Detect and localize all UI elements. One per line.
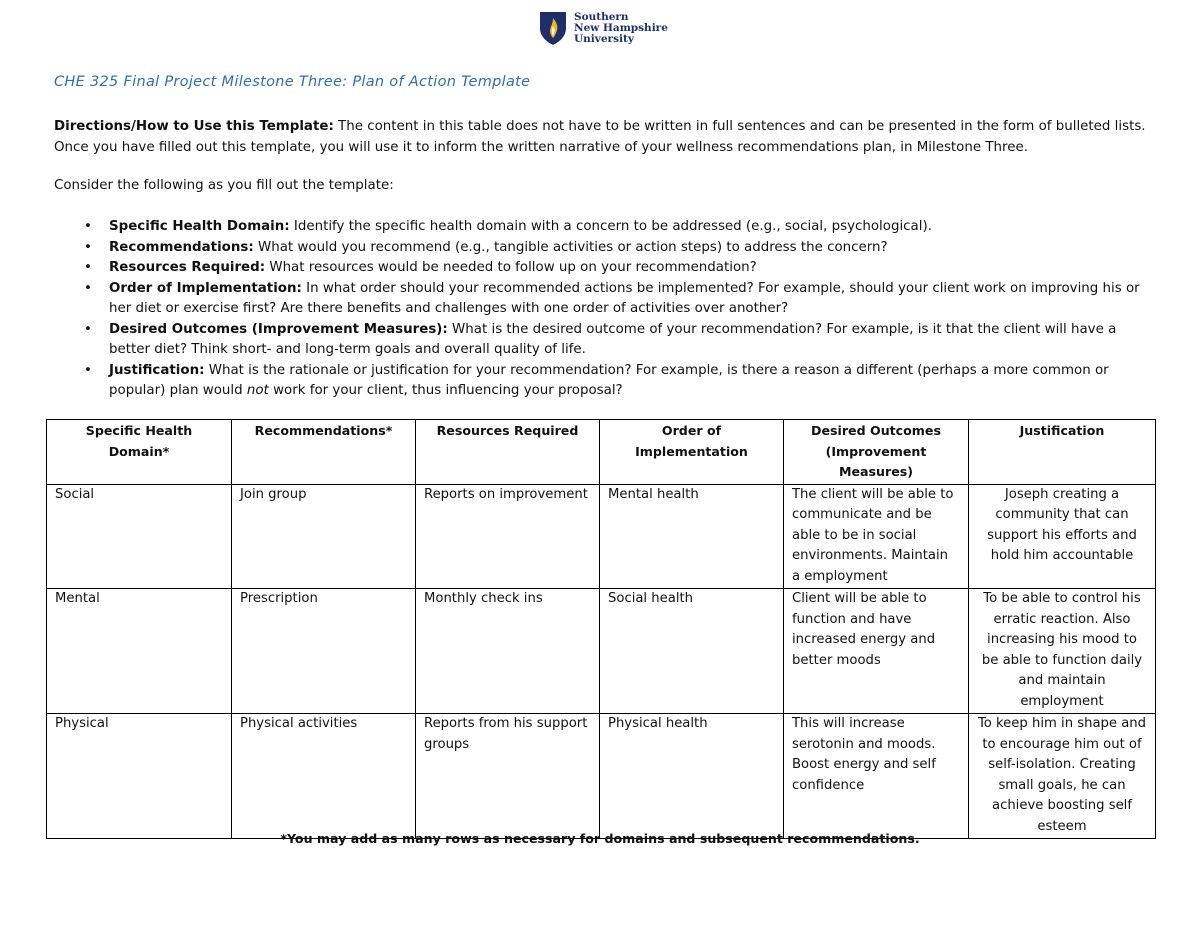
column-header-domain: Specific Health Domain* [47, 420, 232, 485]
table-cell: Monthly check ins [416, 589, 600, 714]
list-item-text: What is the rationale or justification for your recommendation? For example, is there a reason a different (perhaps a more common or popular) plan would [109, 362, 1109, 398]
table-cell: Physical activities [232, 714, 416, 839]
footnote: *You may add as many rows as necessary for domains and subsequent recommendations. [280, 831, 920, 846]
list-item [54, 238, 1144, 259]
list-item-emphasis: not [246, 383, 269, 398]
list-item-text: In what order should your recommended actions be implemented? For example, should your client work on improving his or her diet or exercise first? Are there benefits and challenges with one order of activities over another? [109, 280, 1140, 316]
bullet-icon: • [84, 260, 92, 275]
column-header-resources: Resources Required [416, 420, 600, 485]
bullet-icon: • [84, 280, 92, 296]
list-item-label: Desired Outcomes (Improvement Measures): [109, 321, 448, 337]
table-cell: This will increase serotonin and moods. Boost energy and self confidence [784, 714, 969, 839]
list-item [54, 258, 1144, 279]
table-row [47, 589, 1156, 714]
list-item-text: Identify the specific health domain with a concern to be addressed (e.g., social, psychological). [289, 219, 932, 234]
list-item-label: Order of Implementation: [109, 280, 302, 296]
table-cell: Mental [47, 589, 232, 714]
bullet-icon: • [84, 239, 92, 255]
bullet-icon: • [84, 362, 92, 378]
table-cell: Joseph creating a community that can support his efforts and hold him accountable [969, 484, 1156, 589]
list-item-label: Specific Health Domain: [109, 219, 290, 234]
list-item [54, 361, 1144, 402]
list-item-text-end: work for your client, thus influencing your proposal? [268, 383, 623, 398]
page-title: CHE 325 Final Project Milestone Three: Plan of Action Template [54, 74, 531, 90]
column-header-justification: Justification [969, 420, 1156, 485]
table-cell: Physical [47, 714, 232, 839]
table-cell: To keep him in shape and to encourage him out of self-isolation. Creating small goals, he can achieve boosting self esteem [969, 714, 1156, 839]
logo-line-1: Southern [574, 10, 629, 23]
list-item [54, 320, 1144, 361]
table-cell: Mental health [600, 484, 784, 589]
table-cell: Client will be able to function and have increased energy and better moods [784, 589, 969, 714]
table-cell: Social [47, 484, 232, 589]
bullet-icon: • [84, 219, 92, 234]
plan-of-action-table [46, 419, 1156, 839]
list-item-label: Resources Required: [109, 260, 266, 275]
table-cell: Reports on improvement [416, 484, 600, 589]
directions-text: The content in this table does not have to be written in full sentences and can be presented in the form of bulleted lists. Once you have filled out this template, you will use it to inform the written narrative of your wellness recommendations plan, in Milestone Three. [54, 119, 1146, 155]
table-row [47, 484, 1156, 589]
table-cell: Join group [232, 484, 416, 589]
list-item-text: What would you recommend (e.g., tangible activities or action steps) to address the concern? [253, 239, 888, 255]
table-cell: Physical health [600, 714, 784, 839]
directions-paragraph [54, 117, 1154, 158]
table-cell: Social health [600, 589, 784, 714]
university-logo [538, 10, 668, 46]
logo-line-3: University [574, 32, 634, 45]
column-header-recommendations: Recommendations* [232, 420, 416, 485]
shield-flame-icon [538, 10, 568, 46]
list-item-label: Justification: [109, 362, 205, 378]
bullet-icon: • [84, 321, 92, 337]
list-item-text: What resources would be needed to follow up on your recommendation? [265, 260, 757, 275]
list-item-text: What is the desired outcome of your recommendation? For example, is it that the client will have a better diet? Think short- and long-term goals and overall quality of life. [109, 321, 1117, 357]
table-header-row [47, 420, 1156, 485]
table-row [47, 714, 1156, 839]
list-item-label: Recommendations: [109, 239, 254, 255]
list-item [54, 279, 1144, 320]
table-cell: The client will be able to communicate and be able to be in social environments. Maintain a employment [784, 484, 969, 589]
column-header-outcomes: Desired Outcomes (Improvement Measures) [784, 420, 969, 485]
table-cell: Reports from his support groups [416, 714, 600, 839]
guideline-list [54, 217, 1144, 402]
column-header-order: Order of Implementation [600, 420, 784, 485]
list-item [54, 217, 1144, 238]
table-cell: Prescription [232, 589, 416, 714]
directions-label: Directions/How to Use this Template: [54, 119, 334, 134]
consider-text: Consider the following as you fill out the template: [54, 178, 394, 193]
table-cell: To be able to control his erratic reaction. Also increasing his mood to be able to function daily and maintain employment [969, 589, 1156, 714]
logo-line-2: New Hampshire [574, 21, 668, 34]
